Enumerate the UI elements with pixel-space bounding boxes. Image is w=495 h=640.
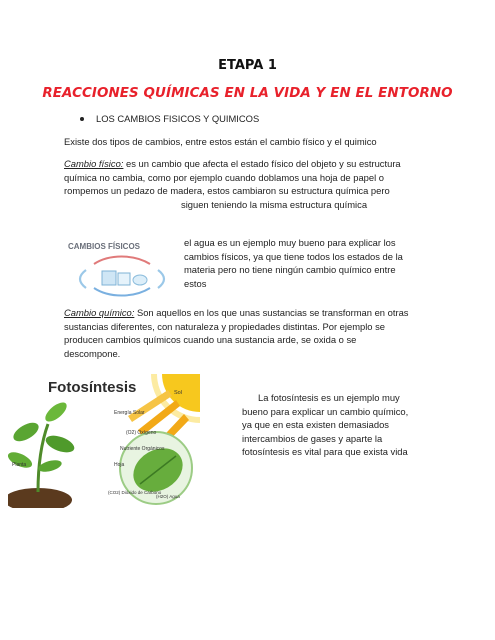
caption-line-4: estos	[184, 277, 207, 289]
bullet-item	[80, 112, 259, 126]
physical-line-2: química no cambia, como por ejemplo cuando doblamos una hoja de papel o	[64, 171, 384, 183]
photo-caption-line-1: La fotosíntesis es un ejemplo muy	[258, 392, 400, 403]
caption-line-1: el agua es un ejemplo muy bueno para explicar los	[184, 237, 396, 248]
bullet-text: LOS CAMBIOS FISICOS Y QUIMICOS	[96, 113, 260, 124]
photo-caption-line-2: bueno para explicar un cambio químico,	[242, 405, 409, 417]
chemical-line-4: descompone.	[64, 347, 121, 359]
physical-image-title: CAMBIOS FÍSICOS	[68, 242, 141, 251]
label-h2o: (H2O) Agua	[156, 494, 180, 499]
chemical-change-label: Cambio químico:	[64, 307, 135, 318]
bullet-dot-icon	[80, 117, 84, 121]
photo-caption-line-5: fotosíntesis es vital para que exista vida	[242, 446, 408, 458]
chemical-change-paragraph	[64, 306, 464, 360]
physical-line-3: rompemos un pedazo de madera, estos cambiaron su estructura química pero	[64, 185, 390, 197]
intro-paragraph: Existe dos tipos de cambios, entre estos están el cambio físico y el quimico	[64, 136, 377, 147]
chemical-line-2: sustancias diferentes, con naturaleza y propiedades distintas. Por ejemplo se	[64, 320, 386, 332]
photo-caption-line-3: ya que en esta existen demasiados	[242, 419, 389, 431]
photosynthesis-title: Fotosíntesis	[48, 379, 137, 396]
label-planta: Planta	[12, 462, 27, 468]
caption-line-3: materia pero no tiene ningún cambio químico entre	[184, 264, 396, 276]
physical-change-paragraph	[64, 157, 444, 211]
physical-change-image	[64, 236, 181, 300]
stage-heading: ETAPA 1	[218, 58, 277, 73]
label-nutrientes: Nutriente Orgánicos	[120, 446, 165, 452]
photosynthesis-caption	[242, 391, 472, 459]
physical-line-4: siguen teniendo la misma estructura química	[181, 198, 368, 210]
physical-line-1: es un cambio que afecta el estado físico del objeto y su estructura	[123, 158, 401, 169]
caption-line-2: cambios físicos, ya que tiene todos los estados de la	[184, 250, 403, 262]
photo-caption-line-4: intercambios de gases y aparte la	[242, 432, 383, 444]
label-energia: Energía Solar	[114, 410, 145, 416]
label-co2: (CO2) Dióxido de Carbono	[108, 490, 162, 495]
document-title: REACCIONES QUÍMICAS EN LA VIDA Y EN EL ENTORNO	[42, 86, 453, 101]
photosynthesis-image	[8, 374, 200, 508]
physical-change-label: Cambio físico:	[64, 158, 124, 169]
physical-image-caption	[184, 236, 414, 290]
chemical-line-1: Son aquellos en los que unas sustancias se transforman en otras	[134, 307, 409, 318]
label-sol: Sol	[174, 390, 182, 396]
label-hoja: Hoja	[114, 462, 125, 468]
label-o2: (O2) Oxígeno	[126, 430, 157, 436]
chemical-line-3: producen cambios químicos cuando una sustancia arde, se oxida o se	[64, 334, 357, 346]
